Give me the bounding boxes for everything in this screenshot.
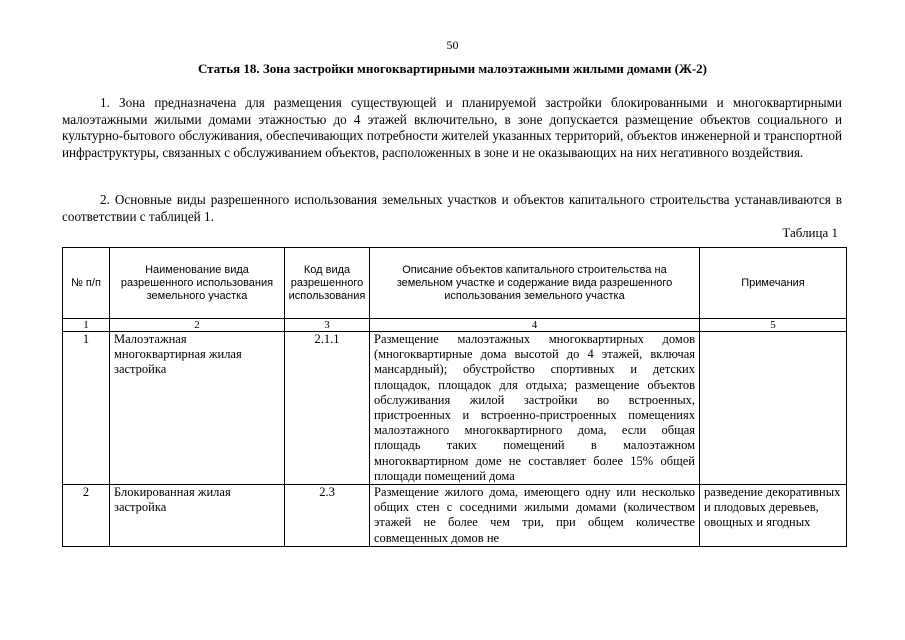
row-notes	[700, 332, 847, 485]
row-use-name: Блокированная жилая застройка	[110, 485, 285, 547]
zoning-table	[62, 247, 847, 547]
table-header-row	[63, 248, 847, 319]
paragraph-2-text: 2. Основные виды разрешенного использования земельных участков и объектов капитального строительства устанавливаются в соответствии с таблицей 1.	[62, 192, 842, 224]
row-number: 2	[63, 485, 110, 547]
column-number: 4	[370, 319, 700, 332]
header-use-code: Код вида разрешенного использования	[285, 248, 370, 319]
row-notes: разведение декоративных и плодовых деревьев, овощных и ягодных	[700, 485, 847, 547]
row-use-name: Малоэтажная многоквартирная жилая застройка	[110, 332, 285, 485]
row-use-code: 2.3	[285, 485, 370, 547]
column-number-row	[63, 319, 847, 332]
row-use-code: 2.1.1	[285, 332, 370, 485]
table-label: Таблица 1	[782, 225, 838, 240]
column-number: 1	[63, 319, 110, 332]
header-number: № п/п	[63, 248, 110, 319]
row-description: Размещение малоэтажных многоквартирных домов (многоквартирные дома высотой до 4 этажей, включая мансардный); обустройство спортивных и детских площадок, площадок для отдыха; размещение объектов обслуживания жилой застройки во встроенных, пристроенных и встроенно-пристроенных помещениях малоэтажного многоквартирного дома, если общая площадь таких помещений в малоэтажном многоквартирном доме не составляет более 15% общей площади помещений дома	[370, 332, 700, 485]
row-number: 1	[63, 332, 110, 485]
article-title: Статья 18. Зона застройки многоквартирными малоэтажными жилыми домами (Ж-2)	[197, 61, 708, 76]
page-number: 50	[446, 38, 459, 52]
table-row	[63, 485, 847, 547]
column-number: 5	[700, 319, 847, 332]
row-description: Размещение жилого дома, имеющего одну или несколько общих стен с соседними жилыми домами (количеством этажей не более чем три, при общем количестве совмещенных домов не	[370, 485, 700, 547]
table-row	[63, 332, 847, 485]
header-notes: Примечания	[700, 248, 847, 319]
header-use-name: Наименование вида разрешенного использования земельного участка	[110, 248, 285, 319]
paragraph-1-text: 1. Зона предназначена для размещения существующей и планируемой застройки блокированными и многоквартирными малоэтажными жилыми домами этажностью до 4 этажей включительно, в зоне допускается размещение объектов социального и культурно-бытового обслуживания, обеспечивающих потребности жителей указанных территорий, объектов инженерной и транспортной инфраструктуры, связанных с обслуживанием объектов, расположенных в зоне и не оказывающих на них негативного воздействия.	[62, 95, 842, 160]
header-description: Описание объектов капитального строительства на земельном участке и содержание вида разрешенного использования земельного участка	[370, 248, 700, 319]
column-number: 3	[285, 319, 370, 332]
column-number: 2	[110, 319, 285, 332]
